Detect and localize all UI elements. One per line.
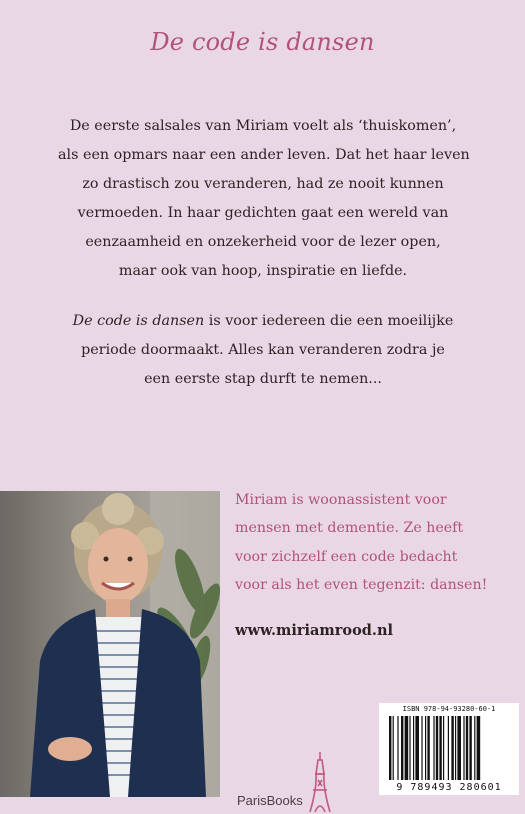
eiffel-tower-icon <box>307 752 333 814</box>
barcode-bar <box>443 716 444 780</box>
author-photo <box>0 491 220 797</box>
barcode-bar <box>427 716 429 780</box>
blurb-line: een eerste stap durft te nemen... <box>144 371 382 387</box>
blurb-line: eenzaamheid en onzekerheid voor de lezer open, <box>85 234 441 250</box>
barcode-bar <box>413 716 414 780</box>
barcode-bar <box>425 716 426 780</box>
blurb-line: zo drastisch zou veranderen, had ze nooit kunnen <box>82 176 444 192</box>
blurb-paragraph-2 <box>58 307 468 394</box>
barcode-bar <box>433 716 434 780</box>
barcode-bar <box>474 716 475 780</box>
blurb-line: periode doormaakt. Alles kan veranderen zodra je <box>81 342 445 358</box>
barcode-bar <box>409 716 410 780</box>
barcode-bar <box>401 716 403 780</box>
barcode-bar <box>466 716 468 780</box>
blurb-line: De eerste salsales van Miriam voelt als ‘thuiskomen’, <box>69 118 457 134</box>
blurb-line: maar ook van hoop, inspiratie en liefde. <box>118 263 408 279</box>
book-title: De code is dansen <box>150 28 375 56</box>
blurb <box>58 112 468 394</box>
barcode-bar <box>448 716 449 780</box>
barcode-bar <box>477 716 481 780</box>
author-portrait-illustration <box>0 491 220 797</box>
barcode-bar <box>451 716 453 780</box>
isbn-digits: 9 789493 280601 <box>396 782 502 793</box>
barcode-bar <box>389 716 391 780</box>
author-bio <box>235 486 515 599</box>
author-website-link[interactable]: www.miriamrood.nl <box>235 622 393 639</box>
blurb-line: vermoeden. In haar gedichten gaat een wereld van <box>77 205 449 221</box>
blurb-line: als een opmars naar een ander leven. Dat het haar leven <box>58 147 470 163</box>
blurb-paragraph-1 <box>58 112 468 286</box>
blurb-text: is voor iedereen die een moeilijke <box>204 313 454 329</box>
publisher-logo <box>237 752 333 814</box>
barcode-bar <box>405 716 409 780</box>
barcode-bar <box>415 716 419 780</box>
author-bio-line: mensen met dementie. Ze heeft <box>235 520 464 537</box>
barcode-bar <box>436 716 438 780</box>
publisher-name: ParisBooks <box>237 793 303 808</box>
barcode-bar <box>439 716 441 780</box>
blurb-line <box>58 307 468 336</box>
barcode-bar <box>393 716 394 780</box>
isbn-label: ISBN 978-94-93280-60-1 <box>402 705 496 713</box>
barcode-bar <box>469 716 471 780</box>
barcode-bar <box>421 716 422 780</box>
barcode-bar <box>455 716 456 780</box>
author-bio-line: Miriam is woonassistent voor <box>235 492 447 508</box>
author-bio-line: voor zichzelf een code bedacht <box>235 548 458 565</box>
title-reference: De code is dansen <box>72 313 205 329</box>
barcode-bar <box>397 716 398 780</box>
isbn-barcode <box>379 703 519 795</box>
author-bio-line: voor als het even tegenzit: dansen! <box>235 576 488 593</box>
barcode-bar <box>463 716 464 780</box>
barcode-bar <box>457 716 461 780</box>
